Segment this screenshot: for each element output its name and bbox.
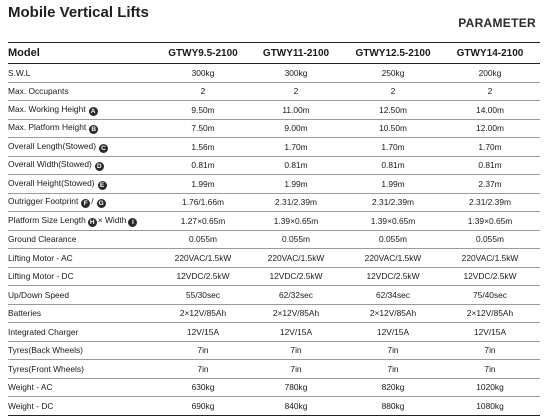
cell-value: 1.39×0.65m: [440, 212, 540, 231]
cell-value: 1.56m: [160, 138, 246, 157]
table-row: [8, 286, 540, 305]
cell-value: 7in: [346, 341, 440, 360]
cell-value: 1.70m: [346, 138, 440, 157]
table-row: [8, 138, 540, 157]
dimension-marker-icon: G: [98, 200, 104, 208]
row-label-text: Max. Working Height: [8, 103, 86, 114]
row-label: [8, 360, 160, 379]
table-row: [8, 230, 540, 249]
cell-value: 200kg: [440, 64, 540, 83]
cell-value: 2: [246, 82, 346, 101]
table-row: [8, 397, 540, 416]
table-row: [8, 304, 540, 323]
row-label-text: Tyres(Back Wheels): [8, 345, 83, 356]
cell-value: 12VDC/2.5kW: [346, 267, 440, 286]
dimension-marker-icon: B: [89, 125, 98, 134]
cell-value: 7in: [346, 360, 440, 379]
row-label-text: Platform Size: [8, 214, 58, 225]
cell-value: 1.27×0.65m: [160, 212, 246, 231]
cell-value: 2×12V/85Ah: [160, 304, 246, 323]
row-label: [8, 82, 160, 101]
cell-value: 1.70m: [246, 138, 346, 157]
row-label-text: Batteries: [8, 308, 42, 319]
row-label: [8, 101, 160, 120]
row-label-text: Max. Platform Height: [8, 122, 87, 133]
table-row: [8, 82, 540, 101]
cell-value: 300kg: [246, 64, 346, 83]
cell-value: 55/30sec: [160, 286, 246, 305]
dimension-marker-icon: H: [88, 218, 97, 227]
cell-value: 820kg: [346, 378, 440, 397]
cell-value: 300kg: [160, 64, 246, 83]
cell-value: 12.50m: [346, 101, 440, 120]
row-label-text: Overall Length(Stowed): [8, 140, 96, 151]
row-label-width: Width: [104, 214, 127, 225]
table-row: [8, 175, 540, 194]
cell-value: 2×12V/85Ah: [346, 304, 440, 323]
cell-value: 7in: [160, 341, 246, 360]
cell-value: 0.81m: [346, 156, 440, 175]
cell-value: 12V/15A: [346, 323, 440, 342]
cell-value: 0.81m: [246, 156, 346, 175]
row-label-text: Lifting Motor - DC: [8, 271, 74, 282]
dimension-marker-icon: D: [95, 162, 104, 171]
cell-value: 7in: [440, 341, 540, 360]
spec-table-body: [8, 64, 540, 416]
cell-value: 2.31/2.39m: [440, 193, 540, 212]
cell-value: 220VAC/1.5kW: [246, 249, 346, 268]
cell-value: 250kg: [346, 64, 440, 83]
row-label-length: Length: [60, 214, 86, 225]
table-row: [8, 212, 540, 231]
cell-value: 1020kg: [440, 378, 540, 397]
cell-value: 7in: [246, 360, 346, 379]
row-label-text: Overall Width(Stowed): [8, 159, 92, 170]
cell-value: 7in: [440, 360, 540, 379]
row-label: [8, 175, 160, 194]
cell-value: 12VDC/2.5kW: [160, 267, 246, 286]
cell-value: 220VAC/1.5kW: [160, 249, 246, 268]
row-label-text: Ground Clearance: [8, 234, 77, 245]
header-model-label: Model: [8, 43, 160, 64]
cell-value: 0.055m: [160, 230, 246, 249]
cell-value: 1.99m: [346, 175, 440, 194]
table-row: [8, 101, 540, 120]
cell-value: 1.99m: [246, 175, 346, 194]
header-model-4: GTWY14-2100: [440, 43, 540, 64]
cell-value: 0.055m: [346, 230, 440, 249]
cell-value: 7in: [160, 360, 246, 379]
cell-value: 9.00m: [246, 119, 346, 138]
row-label: [8, 267, 160, 286]
row-label-text: Up/Down Speed: [8, 289, 69, 300]
table-row: [8, 360, 540, 379]
dimension-marker-icon: C: [99, 144, 108, 153]
row-label: [8, 230, 160, 249]
dimension-marker-icon: I: [128, 218, 137, 227]
row-label-text: Weight - DC: [8, 400, 54, 411]
row-label: [8, 304, 160, 323]
table-row: [8, 323, 540, 342]
cell-value: 880kg: [346, 397, 440, 416]
section-label: PARAMETER: [458, 16, 536, 30]
dimension-marker-icon: A: [89, 107, 98, 116]
cell-value: 1.99m: [160, 175, 246, 194]
row-label: [8, 341, 160, 360]
cell-value: 0.055m: [440, 230, 540, 249]
row-label-text: Overall Height(Stowed): [8, 177, 95, 188]
cell-value: 12VDC/2.5kW: [440, 267, 540, 286]
row-label-text: Outrigger Footprint: [8, 196, 79, 207]
cell-value: 1.39×0.65m: [246, 212, 346, 231]
cell-value: 0.055m: [246, 230, 346, 249]
marker-separator: /: [91, 196, 94, 207]
header-row: [8, 43, 540, 64]
cell-value: 12.00m: [440, 119, 540, 138]
cell-value: 1080kg: [440, 397, 540, 416]
cell-value: 10.50m: [346, 119, 440, 138]
header-model-2: GTWY11-2100: [246, 43, 346, 64]
cell-value: 1.76/1.66m: [160, 193, 246, 212]
row-label-text: Integrated Charger: [8, 326, 79, 337]
table-row: [8, 193, 540, 212]
table-row: [8, 156, 540, 175]
row-label-text: S.W.L: [8, 67, 31, 78]
cell-value: 2×12V/85Ah: [440, 304, 540, 323]
table-row: [8, 119, 540, 138]
row-label-text: Tyres(Front Wheels): [8, 363, 84, 374]
table-row: [8, 267, 540, 286]
row-label-text: Max. Occupants: [8, 86, 69, 97]
row-label: [8, 156, 160, 175]
cell-value: 0.81m: [160, 156, 246, 175]
cell-value: 62/34sec: [346, 286, 440, 305]
row-label: [8, 138, 160, 157]
cell-value: 2.37m: [440, 175, 540, 194]
cell-value: 1.39×0.65m: [346, 212, 440, 231]
cell-value: 630kg: [160, 378, 246, 397]
dimension-marker-icon: F: [81, 199, 90, 208]
row-label: [8, 64, 160, 83]
cell-value: 62/32sec: [246, 286, 346, 305]
cell-value: 840kg: [246, 397, 346, 416]
header-model-1: GTWY9.5-2100: [160, 43, 246, 64]
row-label: [8, 323, 160, 342]
cell-value: 12V/15A: [440, 323, 540, 342]
cell-value: 12V/15A: [160, 323, 246, 342]
row-label: [8, 286, 160, 305]
cell-value: 7in: [246, 341, 346, 360]
cell-value: 2.31/2.39m: [346, 193, 440, 212]
page-title: Mobile Vertical Lifts: [8, 4, 149, 21]
table-row: [8, 249, 540, 268]
cell-value: 220VAC/1.5kW: [346, 249, 440, 268]
cell-value: 11.00m: [246, 101, 346, 120]
table-row: [8, 64, 540, 83]
cell-value: 12VDC/2.5kW: [246, 267, 346, 286]
cell-value: 75/40sec: [440, 286, 540, 305]
cell-value: 7.50m: [160, 119, 246, 138]
cell-value: 2×12V/85Ah: [246, 304, 346, 323]
cell-value: 9.50m: [160, 101, 246, 120]
cell-value: 2: [160, 82, 246, 101]
cell-value: 14.00m: [440, 101, 540, 120]
row-label: [8, 249, 160, 268]
cell-value: 780kg: [246, 378, 346, 397]
cell-value: 0.81m: [440, 156, 540, 175]
cell-value: 220VAC/1.5kW: [440, 249, 540, 268]
spec-table: [8, 42, 540, 416]
table-row: [8, 378, 540, 397]
table-row: [8, 341, 540, 360]
cell-value: 12V/15A: [246, 323, 346, 342]
cell-value: 2.31/2.39m: [246, 193, 346, 212]
dimension-marker-icon: E: [98, 181, 107, 190]
row-label: [8, 378, 160, 397]
cell-value: 2: [440, 82, 540, 101]
header-model-3: GTWY12.5-2100: [346, 43, 440, 64]
row-label-text: Weight - AC: [8, 382, 53, 393]
cell-value: 2: [346, 82, 440, 101]
cell-value: 690kg: [160, 397, 246, 416]
cell-value: 1.70m: [440, 138, 540, 157]
row-label: [8, 193, 160, 212]
row-label: [8, 119, 160, 138]
row-label: Platform Size Length H × Width I: [8, 212, 160, 231]
row-label-text: Lifting Motor - AC: [8, 252, 73, 263]
row-label: [8, 397, 160, 416]
